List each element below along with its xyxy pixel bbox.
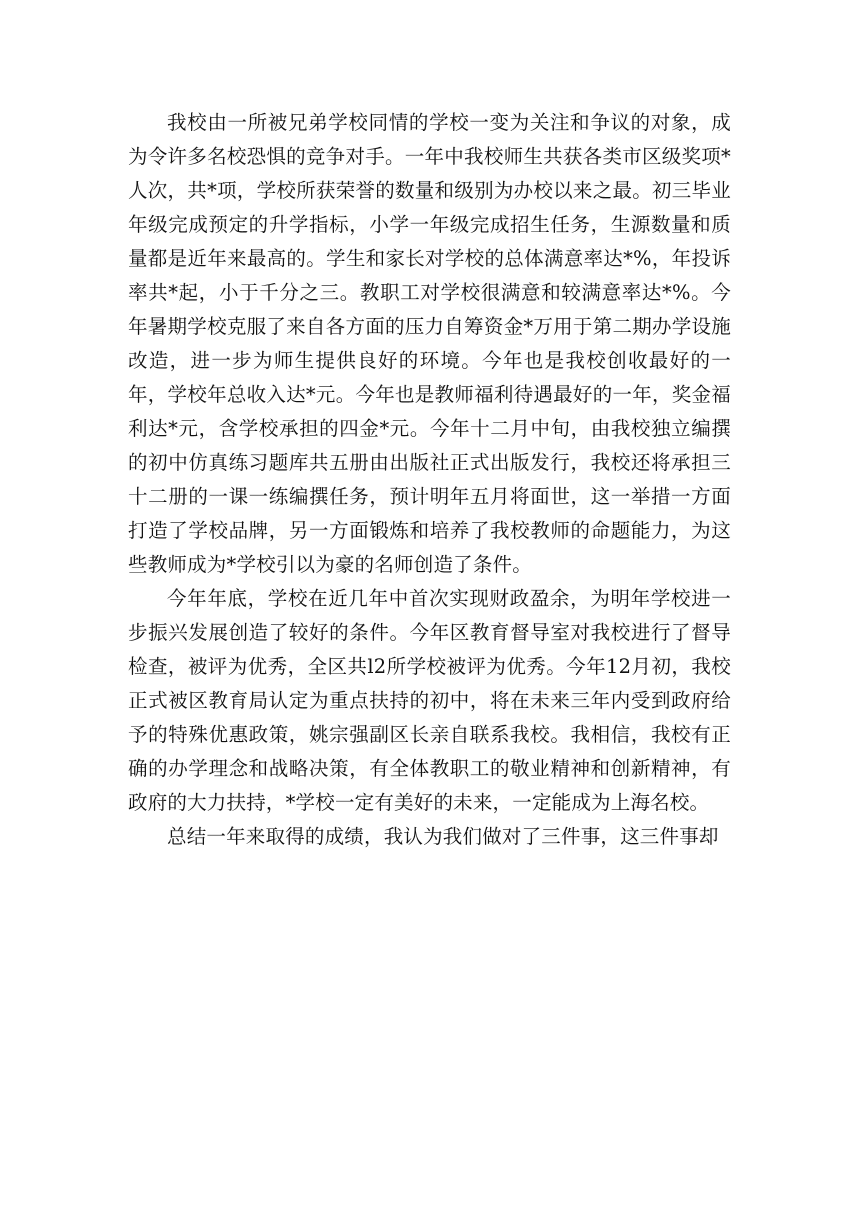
- paragraph-achievements: 我校由一所被兄弟学校同情的学校一变为关注和争议的对象，成为令许多名校恐惧的竞争对手。一年中我校师生共获各类市区级奖项*人次，共*项，学校所获荣誉的数量和级别为办校以来之最。初三毕业年级完成预定的升学指标，小学一年级完成招生任务，生源数量和质量都是近年来最高的。学生和家长对学校的总体满意率达*%，年投诉率共*起，小于千分之三。教职工对学校很满意和较满意率达*%。今年暑期学校克服了来自各方面的压力自筹资金*万用于第二期办学设施改造，进一步为师生提供良好的环境。今年也是我校创收最好的一年，学校年总收入达*元。今年也是教师福利待遇最好的一年，奖金福利达*元，含学校承担的四金*元。今年十二月中旬，由我校独立编撰的初中仿真练习题库共五册由出版社正式出版发行，我校还将承担三十二册的一课一练编撰任务，预计明年五月将面世，这一举措一方面打造了学校品牌，另一方面锻炼和培养了我校教师的命题能力，为这些教师成为*学校引以为豪的名师创造了条件。: [128, 111, 731, 576]
- document-body: [128, 106, 731, 854]
- paragraph-year-end: 今年年底，学校在近几年中首次实现财政盈余，为明年学校进一步振兴发展创造了较好的条件。今年区教育督导室对我校进行了督导检查，被评为优秀，全区共l2所学校被评为优秀。今年12月初，我校正式被区教育局认定为重点扶持的初中，将在未来三年内受到政府给予的特殊优惠政策，姚宗强副区长亲自联系我校。我相信，我校有正确的办学理念和战略决策，有全体教职工的敬业精神和创新精神，有政府的大力扶持，*学校一定有美好的未来，一定能成为上海名校。: [128, 587, 731, 814]
- paragraph-summary: 总结一年来取得的成绩，我认为我们做对了三件事，这三件事却: [167, 825, 719, 848]
